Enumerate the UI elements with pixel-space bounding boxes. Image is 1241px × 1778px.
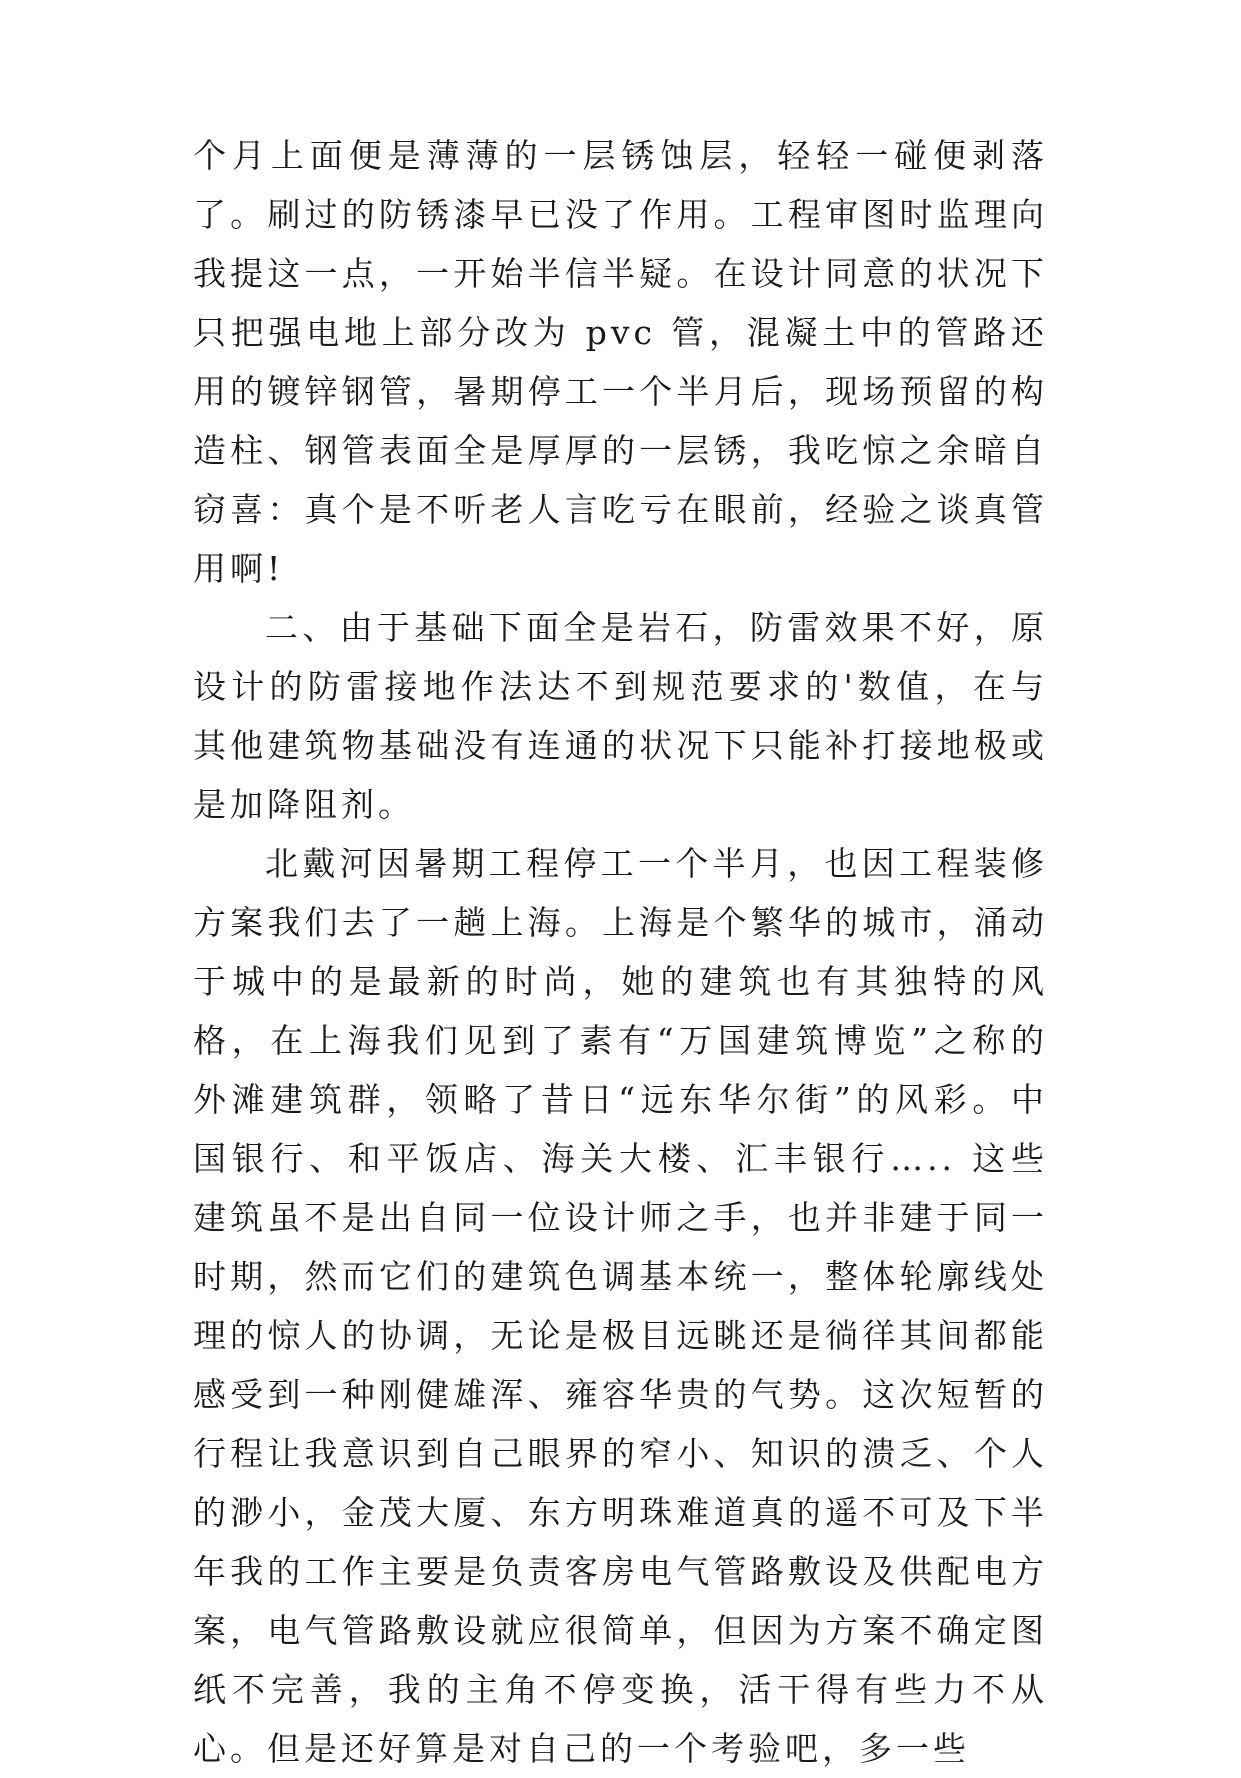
body-text	[193, 126, 1048, 1778]
paragraph-3: 北戴河因暑期工程停工一个半月，也因工程装修方案我们去了一趟上海。上海是个繁华的城市，涌动于城中的是最新的时尚，她的建筑也有其独特的风格，在上海我们见到了素有“万国建筑博览”之称的外滩建筑群，领略了昔日“远东华尔街”的风彩。中国银行、和平饭店、海关大楼、汇丰银行….. 这些建筑虽不是出自同一位设计师之手，也并非建于同一时期，然而它们的建筑色调基本统一，整体轮廓线处理的惊人的协调，无论是极目远眺还是徜徉其间都能感受到一种刚健雄浑、雍容华贵的气势。这次短暂的行程让我意识到自己眼界的窄小、知识的溃乏、个人的渺小，金茂大厦、东方明珠难道真的遥不可及下半年我的工作主要是负责客房电气管路敷设及供配电方案，电气管路敷设就应很简单，但因为方案不确定图纸不完善，我的主角不停变换，活干得有些力不从心。但是还好算是对自己的一个考验吧，多一些	[193, 844, 1048, 1768]
paragraph-1: 个月上面便是薄薄的一层锈蚀层，轻轻一碰便剥落了。刷过的防锈漆早已没了作用。工程审图时监理向我提这一点，一开始半信半疑。在设计同意的状况下只把强电地上部分改为 pvc 管，混凝土中的管路还用的镀锌钢管，暑期停工一个半月后，现场预留的构造柱、钢管表面全是厚厚的一层锈，我吃惊之余暗自窃喜：真个是不听老人言吃亏在眼前，经验之谈真管用啊!	[193, 136, 1048, 588]
paragraph-2: 二、由于基础下面全是岩石，防雷效果不好，原设计的防雷接地作法达不到规范要求的'数值，在与其他建筑物基础没有连通的状况下只能补打接地极或是加降阻剂。	[193, 608, 1048, 824]
